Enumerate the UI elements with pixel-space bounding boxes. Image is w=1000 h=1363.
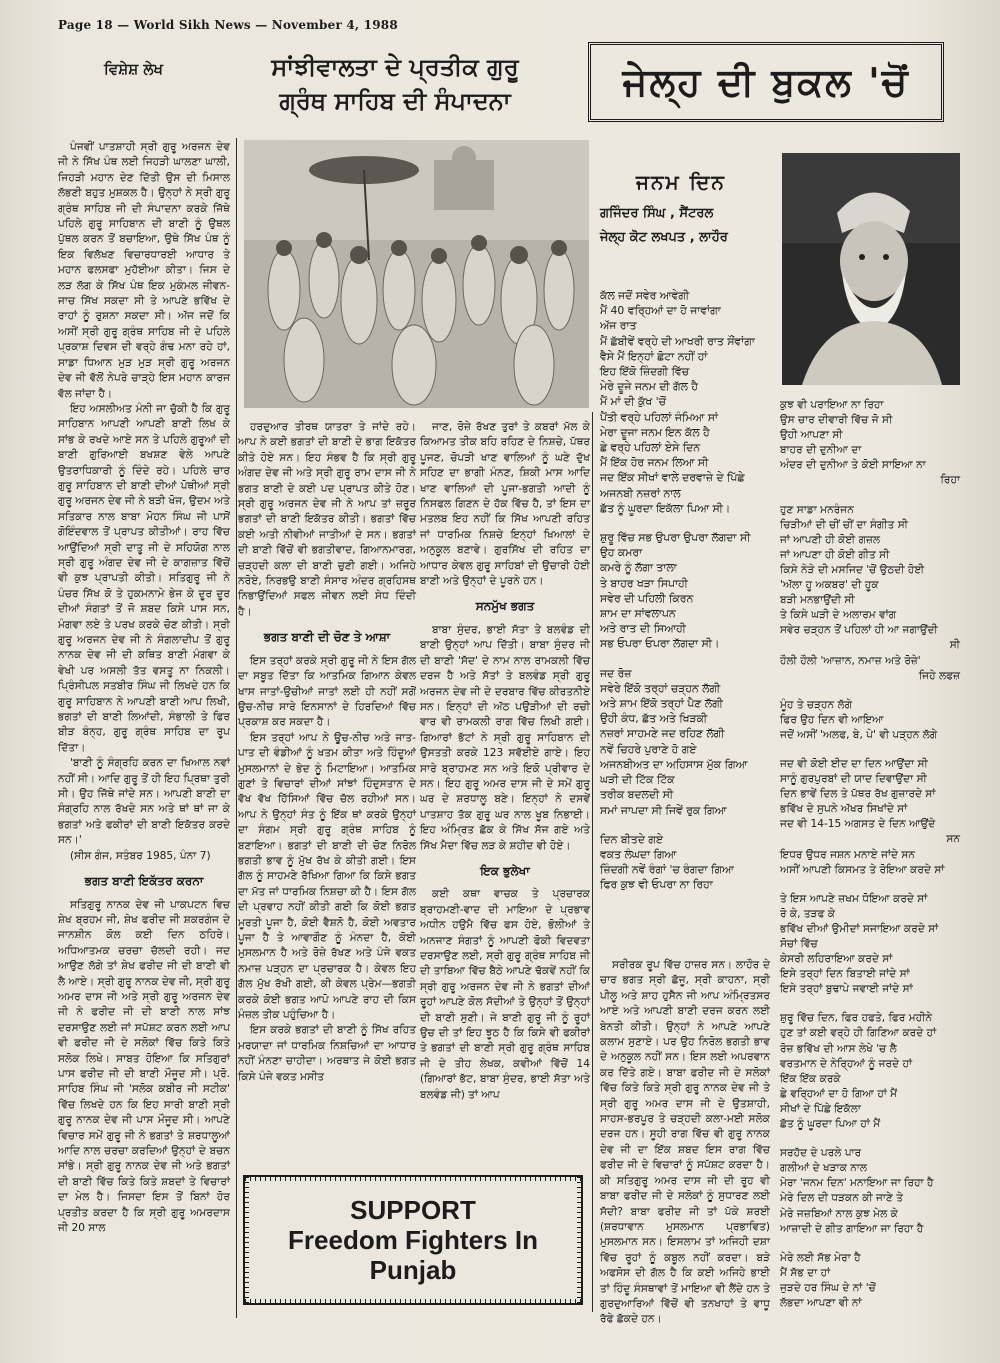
poem-line: ਭਵਿੱਖ ਦੇ ਸੁਪਨੇ ਅੱਖਰ ਸਿਖਾਂਦੇ ਸਾਂ xyxy=(780,803,908,816)
page-folio: Page 18 — World Sikh News — November 4, 1988 xyxy=(58,18,398,32)
advert-line-2: Freedom Fighters In xyxy=(288,1225,538,1255)
poem-line: ਮੂੰਹ ਤੇ ਚੜ੍ਹਨ ਲੱਗੇ xyxy=(780,698,853,711)
byline-line-1: ਗਜਿੰਦਰ ਸਿੰਘ , ਸੈਂਟਰਲ xyxy=(600,206,714,221)
poem-line: ਸਰਹੱਦ ਦੇ ਪਰਲੇ ਪਾਰ xyxy=(780,1147,862,1160)
poem-line: ਤੇ ਇਸ ਆਪਣੇ ਜ਼ਖਮ ਧੋਇਆ ਕਰਦੇ ਸਾਂ xyxy=(780,892,928,905)
poem-line: ਅੰਦਰ ਦੀ ਦੁਨੀਆ ਤੇ ਕੋਈ ਸਾਇਆ ਨਾ xyxy=(780,459,926,472)
poem-line: ਉਹੀ ਕੰਧ, ਛੱਤ ਅਤੇ ਖਿੜਕੀ xyxy=(600,712,708,726)
subheading: ਭਗਤ ਬਾਣੀ ਦੀ ਚੋਣ ਤੇ ਆਸ਼ਾ xyxy=(263,630,391,645)
author-portrait xyxy=(782,153,960,385)
procession-photo xyxy=(244,140,589,408)
poem-line: ਇਸੇ ਤਰ੍ਹਾਂ ਦਿਨ ਬਿਤਾਈ ਜਾਂਦੇ ਸਾਂ xyxy=(780,968,910,981)
paragraph: ਇਸ ਕਰਕੇ ਭਗਤਾਂ ਦੀ ਬਾਣੀ ਨੂੰ ਸਿੱਖ ਰਹਿਤ ਮਰਯਾਦਾ ਜਾਂ ਧਾਰਮਿਕ ਨਿਸ਼ਚਿਆਂ ਦਾ ਆਧਾਰ ਨਹੀਂ ਮੰਨਣਾ ਚਾਹੀਦਾ। ਅਰਥਾਤ ਜੇ ਕੋਈ ਭਗਤ ਕਿਸੇ ਪੰਜੇ ਵਕਤ ਮਸੀਤ xyxy=(238,1024,416,1083)
poem-line: ਛੇ ਵਰ੍ਹਿਆਂ ਦਾ ਹੋ ਗਿਆ ਹਾਂ ਮੈਂ xyxy=(780,1087,898,1100)
subheading: ਸਨਮੁੱਖ ਭਗਤ xyxy=(475,599,535,614)
poem-line: ਉਹੀ ਆਪਣਾ ਸੀ xyxy=(780,429,843,442)
poem-line: ਚਿੜੀਆਂ ਦੀ ਚੀਂ ਚੀਂ ਦਾ ਸੰਗੀਤ ਸੀ xyxy=(780,518,908,531)
poem-line: 'ਅੱਲਾ ਹੂ ਅਕਬਰ' ਦੀ ਹੂਕ xyxy=(780,579,879,592)
poem-line: ਸ਼ੁਰੂ ਵਿੱਚ ਦਿਨ, ਫਿਰ ਹਫਤੇ, ਫਿਰ ਮਹੀਨੇ xyxy=(780,1012,933,1025)
poem-line: ਕੁਝ ਵੀ ਪਰਾਇਆ ਨਾ ਰਿਹਾ xyxy=(780,399,884,411)
poem-line: ਜੁੜਦੇ ਹਰ ਸਿੰਘ ਦੇ ਨਾਂ 'ਚੋਂ xyxy=(780,1281,876,1294)
paragraph: ਇਸ ਤਰ੍ਹਾਂ ਕਰਕੇ ਸ੍ਰੀ ਗੁਰੂ ਜੀ ਨੇ ਇਸ ਗੱਲ ਦਾ ਸਬੂਤ ਦਿੱਤਾ ਕਿ ਆਤਮਿਕ ਗਿਆਨ ਕੇਵਲ ਖਾਸ ਜਾਤਾਂ-ਉਚੀਆਂ ਜਾਤਾਂ ਲਈ ਹੀ ਨਹੀਂ ਸਗੋਂ ਉਚ-ਨੀਚ ਸਾਰੇ ਇਨਸਾਨਾਂ ਦੇ ਹਿਰਦਿਆਂ ਵਿੱਚ ਪ੍ਰਕਾਸ਼ ਕਰ ਸਕਦਾ ਹੈ। xyxy=(238,654,416,729)
paragraph: ਸਰੀਰਕ ਰੂਪ ਵਿੱਚ ਹਾਜ਼ਰ ਸਨ। ਲਾਹੌਰ ਦੇ ਚਾਰ ਭਗਤ ਸ੍ਰੀ ਛੱਜੂ, ਸ੍ਰੀ ਕਾਹਨਾ, ਸ੍ਰੀ ਪੀਲੂ ਅਤੇ ਸ਼ਾਹ ਹੁਸੈਨ ਜੀ ਆਪ ਅੰਮ੍ਰਿਤਸਰ ਆਏ ਅਤੇ ਆਪਣੀ ਬਾਣੀ ਦਰਜ ਕਰਨ ਲਈ ਬੇਨਤੀ ਕੀਤੀ। ਉਨ੍ਹਾਂ ਨੇ ਆਪਣੇ ਆਪਣੇ ਕਲਾਮ ਸੁਣਾਏ। ਪਰ ਉਹ ਨਿਰੋਲ ਭਗਤੀ ਭਾਵ ਦੇ ਅਨੁਕੂਲ ਨਹੀਂ ਸਨ। ਇਸ ਲਈ ਅਪਰਵਾਨ ਕਰ ਦਿੱਤੇ ਗਏ। ਬਾਬਾ ਫਰੀਦ ਜੀ ਦੇ ਸਲੋਕਾਂ ਵਿੱਚ ਕਿਤੇ ਕਿਤੇ ਸ੍ਰੀ ਗੁਰੂ ਨਾਨਕ ਦੇਵ ਜੀ ਤੇ ਸ੍ਰੀ ਗੁਰੂ ਅਮਰ ਦਾਸ ਜੀ ਦੇ ਉਤਸ਼ਾਹੀ, ਸਾਹਸ-ਭਰਪੂਰ ਤੇ ਚੜ੍ਹਦੀ ਕਲਾ-ਮਈ ਸਲੋਕ ਦਰਜ ਹਨ। ਸੂਹੀ ਰਾਗ ਵਿੱਚ ਵੀ ਗੁਰੂ ਨਾਨਕ ਦੇਵ ਜੀ ਦਾ ਇੱਕ ਸ਼ਬਦ ਇਸ ਰਾਗ ਵਿੱਚ ਫਰੀਦ ਜੀ ਦੇ ਵਿਚਾਰਾਂ ਨੂੰ ਸਪੱਸ਼ਟ ਕਰਦਾ ਹੈ। ਕੀ ਸਤਿਗੁਰੂ ਅਮਰ ਦਾਸ ਜੀ ਦੀ ਰੂਹ ਵੀ ਬਾਬਾ ਫਰੀਦ ਜੀ ਦੇ ਸਲੋਕਾਂ ਨੂੰ ਸੁਧਾਰਣ ਲਈ ਸੱਦੀ? ਬਾਬਾ ਫਰੀਦ ਜੀ ਤਾਂ ਪੱਕੇ ਸ਼ਰਈ (ਸ਼ਰਧਾਵਾਨ ਮੁਸਲਮਾਨ ਪ੍ਰਭਾਵਿਤ) ਮੁਸਲਮਾਨ ਸਨ। ਇਸਲਾਮ ਤਾਂ ਅਜਿਹੀ ਦਸ਼ਾ ਵਿੱਚ ਰੂਹਾਂ ਨੂੰ ਕਬੂਲ ਨਹੀਂ ਕਰਦਾ। ਬੜੇ ਅਫਸੋਸ ਦੀ ਗੱਲ ਹੈ ਕਿ ਕਈ ਅਜਿਹੇ ਭਾਈ ਤਾਂ ਹਿੰਦੂ ਸੰਸਥਾਵਾਂ ਤੋਂ ਮਾਇਆ ਵੀ ਲੈਂਦੇ ਹਨ ਤੇ ਗੁਰਦੁਆਰਿਆਂ ਵਿੱਚੋਂ ਵੀ ਤਨਖਾਹਾਂ ਤੇ ਵਾਧੂ ਰੱਫੇ ਛੱਕਦੇ ਹਨ। xyxy=(600,959,770,1326)
column-rule xyxy=(236,138,237,1318)
poem-line: ਮੇਰੇ ਜਜ਼ਬਿਆਂ ਨਾਲ ਕੁਝ ਮੇਲ ਕੇ xyxy=(780,1207,898,1220)
poem-line: ਅਤੇ ਸ਼ਾਮ ਇੱਕੋ ਤਰ੍ਹਾਂ ਪੈਣ ਲੱਗੀ xyxy=(600,697,723,711)
stanza-gap xyxy=(780,1132,960,1146)
poem-line: ਵੈਸੇ ਮੈਂ ਇਨ੍ਹਾਂ ਛੋਟਾ ਨਹੀਂ ਹਾਂ xyxy=(600,349,708,363)
stanza-gap xyxy=(780,684,960,698)
column-header: ਜੇਲ੍ਹ ਦੀ ਬੁਕਲ 'ਚੋਂ xyxy=(588,42,944,122)
article-column-1 xyxy=(58,140,230,1236)
poem-line: ਸੋਚਾਂ ਵਿੱਚ xyxy=(780,938,818,950)
poem-line: ਪੈਂਤੀ ਵਰ੍ਹੇ ਪਹਿਲਾਂ ਜੰਮਿਆ ਸਾਂ xyxy=(600,410,718,424)
article-column-3 xyxy=(420,420,590,1103)
poem-line: ਨਵੇਂ ਚਿਹਰੇ ਪੁਰਾਣੇ ਹੋ ਗਏ xyxy=(600,742,697,756)
poem-line: ਸ਼ਾਮ ਦਾ ਸਾਂਵਲਾਪਨ xyxy=(600,607,676,621)
poem-line: ਕਿਸੇ ਨੇੜੇ ਦੀ ਮਸਜਿਦ 'ਚੋਂ ਉਠਦੀ ਹੋਈ xyxy=(780,563,925,576)
column-rule xyxy=(592,412,593,1312)
poem-line: ਮੈਂ 40 ਵਰ੍ਹਿਆਂ ਦਾ ਹੋ ਜਾਵਾਂਗਾ xyxy=(600,304,721,318)
poem-line: ਉਸ ਚਾਰ ਦੀਵਾਰੀ ਵਿੱਚ ਜੋ ਸੀ xyxy=(780,414,893,427)
procession-illustration xyxy=(244,140,589,408)
subheading: ਭਗਤ ਬਾਣੀ ਇਕੱਤਰ ਕਰਨਾ xyxy=(84,874,204,889)
poem-line: ਦਿਨ ਬੀਤਦੇ ਗਏ xyxy=(600,832,663,846)
poem-byline xyxy=(600,202,728,250)
poem-line: ਉਹ ਕਮਰਾ xyxy=(600,546,643,560)
poem-line: ਅਸੀਂ ਆਪਣੀ ਕਿਸਮਤ ਤੇ ਰੋਇਆ ਕਰਦੇ ਸਾਂ xyxy=(780,863,945,876)
poem-line: ਸਵੇਰ ਚੜ੍ਹਨ ਤੋਂ ਪਹਿਲਾਂ ਹੀ ਆ ਜਗਾਉਂਦੀ xyxy=(780,624,938,637)
poem-line: ਦਿਨ ਭਾਵੇਂ ਦਿਲ ਤੇ ਪੱਥਰ ਰੱਖ ਗੁਜ਼ਾਰਦੇ ਸਾਂ xyxy=(780,788,936,801)
article-column-2 xyxy=(238,420,416,1085)
poem-line: ਮੈਂ ਛੱਬੀਵੇਂ ਵਰ੍ਹੇ ਦੀ ਆਖਰੀ ਰਾਤ ਸੌਂਵਾਂਗਾ xyxy=(600,334,755,348)
poem-line: ਫਿਰ ਕੁਝ ਵੀ ਓਪਰਾ ਨਾ ਰਿਹਾ xyxy=(600,878,713,892)
paragraph: ਸਤਿਗੁਰੂ ਨਾਨਕ ਦੇਵ ਜੀ ਪਾਕਪਟਨ ਵਿਚ ਸ਼ੇਖ ਬ੍ਰਹਮ ਜੀ, ਸ਼ੇਖ ਫਰੀਦ ਜੀ ਸ਼ਕਰਗੰਜ ਦੇ ਜਾਨਸ਼ੀਨ ਕੋਲ ਕਈ ਦਿਨ ਠਹਿਰੇ। ਅਧਿਆਤਮਕ ਚਰਚਾ ਚੱਲਦੀ ਰਹੀ। ਜਦ ਆਉਣ ਲੱਗੇ ਤਾਂ ਸ਼ੇਖ ਫਰੀਦ ਜੀ ਦੀ ਬਾਣੀ ਵੀ ਲੈ ਆਏ। ਸ੍ਰੀ ਗੁਰੂ ਨਾਨਕ ਦੇਵ ਜੀ, ਸ੍ਰੀ ਗੁਰੂ ਅਮਰ ਦਾਸ ਜੀ ਅਤੇ ਸ੍ਰੀ ਗੁਰੂ ਅਰਜਨ ਦੇਵ ਜੀ ਨੇ ਫਰੀਦ ਜੀ ਦੀ ਬਾਣੀ ਨਾਲ ਸਾਂਝ ਦਰਸਾਉਣ ਲਈ ਜਾਂ ਸਪੱਸ਼ਟ ਕਰਨ ਲਈ ਆਪ ਵੀ ਫਰੀਦ ਜੀ ਦੇ ਸਲੋਕਾਂ ਵਿੱਚ ਕਿਤੇ ਕਿਤੇ ਸਲੋਕ ਲਿਖੇ। ਸਾਬਤ ਹੋਇਆ ਕਿ ਸਤਿਗੁਰਾਂ ਪਾਸ ਫਰੀਦ ਜੀ ਦੀ ਬਾਣੀ ਮੌਜੂਦ ਸੀ। ਪ੍ਰੋ. ਸਾਹਿਬ ਸਿੰਘ ਜੀ 'ਸਲੋਕ ਕਬੀਰ ਜੀ ਸਟੀਕ' ਵਿੱਚ ਲਿਖਦੇ ਹਨ ਕਿ ਇਹ ਸਾਰੀ ਬਾਣੀ ਸ੍ਰੀ ਗੁਰੂ ਨਾਨਕ ਦੇਵ ਜੀ ਪਾਸ ਮੌਜੂਦ ਸੀ। ਆਪਣੇ ਵਿਚਾਰ ਸਮੇਂ ਗੁਰੂ ਜੀ ਨੇ ਭਗਤਾਂ ਤੇ ਸ਼ਰਧਾਲੂਆਂ ਆਦਿ ਨਾਲ ਚਰਚਾ ਕਰਦਿਆਂ ਉਨ੍ਹਾਂ ਦੇ ਬਚਨ ਸਾਂਭੇ। ਸ੍ਰੀ ਗੁਰੂ ਨਾਨਕ ਦੇਵ ਜੀ ਅਤੇ ਭਗਤਾਂ ਦੀ ਬਾਣੀ ਵਿੱਚ ਕਿਤੇ ਕਿਤੇ ਸ਼ਬਦਾਂ ਤੇ ਵਿਚਾਰਾਂ ਦਾ ਮੇਲ ਹੈ। ਜਿਸਦਾ ਇਸ ਤੋਂ ਬਿਨਾਂ ਹੋਰ ਪ੍ਰਤੀਤ ਕਰਦਾ ਹੈ ਕਿ ਸ੍ਰੀ ਗੁਰੂ ਅਮਰਦਾਸ ਜੀ 20 ਸਾਲ xyxy=(58,898,230,1235)
poem-line: ਸੀ xyxy=(949,639,960,652)
article-kicker: ਵਿਸ਼ੇਸ਼ ਲੇਖ xyxy=(104,60,164,78)
poem-line: ਨਜ਼ਰਾਂ ਸਾਹਮਣੇ ਜਦ ਰਹਿਣ ਲੱਗੀ xyxy=(600,727,725,741)
poem-line: ਜ਼ਿੰਦਗੀ ਨਵੇਂ ਰੰਗਾਂ 'ਚ ਰੰਗਦਾ ਗਿਆ xyxy=(600,863,734,877)
poem-line: ਅਜਨਬੀ ਨਜ਼ਰਾਂ ਨਾਲ xyxy=(600,486,681,500)
stanza-gap xyxy=(780,878,960,892)
poem-line: ਸਾਨੂੰ ਗੁਰਪੁਰਬਾਂ ਦੀ ਯਾਦ ਦਿਵਾਉਂਦਾ ਸੀ xyxy=(780,773,927,786)
poem-line: ਜਦ ਵੀ ਕੋਈ ਈਦ ਦਾ ਦਿਨ ਆਉਂਦਾ ਸੀ xyxy=(780,757,928,770)
advert-line-1: SUPPORT xyxy=(350,1195,476,1225)
poem-line: ਇਧਰ ਉਧਰ ਜਸ਼ਨ ਮਨਾਏ ਜਾਂਦੇ ਸਨ xyxy=(780,848,916,861)
poem-line: ਜਦੋਂ ਅਸੀਂ 'ਅਲਫ, ਬੇ, ਪੇ' ਵੀ ਪੜ੍ਹਨ ਲੱਗੇ xyxy=(780,728,938,741)
poem-line: ਭਵਿੱਖ ਦੀਆਂ ਉਮੀਦਾਂ ਸਜਾਇਆ ਕਰਦੇ ਸਾਂ xyxy=(780,922,939,935)
stanza-gap xyxy=(780,489,960,503)
poem-line: ਘੜੀ ਦੀ ਟਿੱਕ ਟਿੱਕ xyxy=(600,773,675,787)
poem-line: ਮੇਰੇ ਲਈ ਸੱਭ ਮੇਰਾ ਹੈ xyxy=(780,1251,861,1264)
poem-line: ਕੱਲ ਜਦੋਂ ਸਵੇਰ ਆਵੇਗੀ xyxy=(600,289,690,302)
stanza-gap xyxy=(780,997,960,1011)
poem-line: ਰੋਜ਼ ਭਵਿੱਖ ਦੀ ਆਸ ਲੇਖੇ 'ਚ ਲੈ xyxy=(780,1042,897,1055)
poem-line: ਆਜ਼ਾਦੀ ਦੇ ਗੀਤ ਗਾਇਆ ਜਾ ਰਿਹਾ ਹੈ xyxy=(780,1222,924,1235)
poem-line: ਮੈਂ ਸੱਭ ਦਾ ਹਾਂ xyxy=(780,1266,831,1279)
paragraph: ਕਈ ਕਥਾ ਵਾਚਕ ਤੇ ਪ੍ਰਚਾਰਕ ਬ੍ਰਾਹਮਣੀ-ਵਾਦ ਦੀ ਮਾਇਆ ਦੇ ਪ੍ਰਭਾਵ ਅਧੀਨ ਹਉਮੈ ਵਿੱਚ ਫਸ ਹੋਏ, ਭੋਲੀਆਂ ਤੇ ਅਨਜਾਣ ਸੰਗਤਾਂ ਨੂੰ ਆਪਣੀ ਫੋਕੀ ਵਿਦਵਤਾ ਦਰਸਾਉਣ ਲਈ, ਸ੍ਰੀ ਗੁਰੂ ਗ੍ਰੰਥ ਸਾਹਿਬ ਜੀ ਦੀ ਤਾਬਿਆ ਵਿੱਚ ਬੈਠੇ ਆਪਣੇ ਢੱਕਵੇਂ ਨਹੀਂ ਕਿ ਸ੍ਰੀ ਗੁਰੂ ਅਰਜਨ ਦੇਵ ਜੀ ਨੇ ਭਗਤਾਂ ਦੀਆਂ ਰੂਹਾਂ ਆਪਣੇ ਕੋਲ ਸੱਦੀਆਂ ਤੇ ਉਨ੍ਹਾਂ ਤੋਂ ਉਨ੍ਹਾਂ ਦੀ ਬਾਣੀ ਸੁਣੀ। ਜੇ ਬਾਣੀ ਗੁਰੂ ਜੀ ਨੂੰ ਰੂਹਾਂ ਉਚ ਦੀ ਤਾਂ ਇਹ ਝੂਠ ਹੈ ਕਿ ਕਿਸੇ ਵੀ ਫਕੀਰਾਂ ਤੇ ਭਗਤਾਂ ਦੀ ਬਾਣੀ ਸ੍ਰੀ ਗੁਰੂ ਗ੍ਰੰਥ ਸਾਹਿਬ ਜੀ ਦੇ ਤੀਹ ਲੇਖਕ, ਕਵੀਆਂ ਵਿੱਚੋਂ 14 (ਗਿਆਰਾਂ ਭੱਟ, ਬਾਬਾ ਸੁੰਦਰ, ਭਾਈ ਸੱਤਾ ਅਤੇ ਬਲਵੰਡ ਜੀ) ਤਾਂ ਆਪ xyxy=(420,888,590,1101)
poem-line: ਹੁਣ ਤਾਂ ਕਈ ਵਰ੍ਹੇ ਹੀ ਗਿਣਿਆ ਕਰਦੇ ਹਾਂ xyxy=(780,1027,937,1040)
poem-line: ਹੁਣ ਸਾਡਾ ਮਨਰੰਜਨ xyxy=(780,503,854,516)
poem-line: ਗਲੀਆਂ ਦੇ ਖੜਾਕ ਨਾਲ xyxy=(780,1162,868,1175)
poem-line: ਮੈਂ ਇੱਕ ਹੋਰ ਜਨਮ ਲਿਆ ਸੀ xyxy=(600,456,709,470)
paragraph: ਇਸ ਤਰ੍ਹਾਂ ਆਪ ਨੇ ਊਚ-ਨੀਚ ਅਤੇ ਜਾਤ-ਪਾਤ ਦੀ ਵੰਡੀਆਂ ਨੂੰ ਖਤਮ ਕੀਤਾ ਅਤੇ ਹਿੰਦੂਆਂ ਮੁਸਲਮਾਨਾਂ ਦੇ ਭੇਦ ਨੂੰ ਮਿਟਾਇਆ। ਆਤਮਿਕ ਗੁਣਾਂ ਤੇ ਵਿਚਾਰਾਂ ਦੀਆਂ ਸਾਂਝਾਂ ਹਿੰਦੁਸਤਾਨ ਦੇ ਵੱਖ ਵੱਖ ਹਿੱਸਿਆਂ ਵਿੱਚ ਚੱਲ ਰਹੀਆਂ ਸਨ। ਆਪ ਨੇ ਉਨ੍ਹਾਂ ਸੰਤ ਨੂੰ ਇੱਕ ਥਾਂ ਕਰਕੇ ਉਨ੍ਹਾਂ ਦਾ ਸੰਗਮ ਸ੍ਰੀ ਗੁਰੂ ਗ੍ਰੰਥ ਸਾਹਿਬ ਨੂੰ ਬਣਾਇਆ। ਭਗਤਾਂ ਦੀ ਬਾਣੀ ਦੀ ਚੋਣ ਨਿਰੋਲ ਭਗਤੀ ਭਾਵ ਨੂੰ ਮੁੱਖ ਰੱਖ ਕੇ ਕੀਤੀ ਗਈ। ਇਸ ਗੱਲ ਨੂੰ ਸਾਹਮਣੇ ਰੱਖਿਆ ਗਿਆ ਕਿ ਕਿਸੇ ਭਗਤ ਦਾ ਮੱਤ ਜਾਂ ਧਾਰਮਿਕ ਨਿਸ਼ਚਾ ਕੀ ਹੈ। ਇਸ ਗੱਲ ਦੀ ਪ੍ਰਵਾਹ ਨਹੀਂ ਕੀਤੀ ਗਈ ਕਿ ਕੋਈ ਭਗਤ ਮੂਰਤੀ ਪੂਜਾ ਹੈ, ਕੋਈ ਵੈਸ਼ਨੋ ਹੈ, ਕੋਈ ਅਵਤਾਰ ਪੂਜਾ ਹੈ ਤੇ ਆਵਾਗੌਣ ਨੂੰ ਮੰਨਦਾ ਹੈ, ਕੋਈ ਮੁਸਲਮਾਨ ਹੈ ਅਤੇ ਰੋਜ਼ੇ ਰੱਖਣ ਅਤੇ ਪੰਜੇ ਵਕਤ ਨਮਾਜ਼ ਪੜ੍ਹਨ ਦਾ ਪ੍ਰਚਾਰਕ ਹੈ। ਕੇਵਲ ਇਹ ਗੱਲ ਮੁੱਖ ਰੱਖੀ ਗਈ, ਕੀ ਕੇਵਲ ਪ੍ਰੇਮ—ਭਗਤੀ ਕਰਕੇ ਕੋਈ ਭਗਤ ਆਪੋ ਆਪਣੇ ਰਾਹ ਦੀ ਕਿਸ ਮੰਜ਼ਲ ਤੀਕ ਪਹੁੰਚਿਆ ਹੈ। xyxy=(238,731,416,1022)
poem-line: ਜਾਂ ਆਪਣਾ ਹੀ ਕੋਈ ਗੀਤ ਸੀ xyxy=(780,548,890,561)
poem-line: ਬੜੀ ਮਨਭਾਉਂਦੀ ਸੀ xyxy=(780,594,855,607)
poem-line: ਸਵੇਰੇ ਇੱਕੋ ਤਰ੍ਹਾਂ ਚੜ੍ਹਨ ਲੱਗੀ xyxy=(600,681,721,695)
poem-title: ਜਨਮ ਦਿਨ xyxy=(636,170,726,194)
paragraph: ਬਾਬਾ ਸੁੰਦਰ, ਭਾਈ ਸੱਤਾ ਤੇ ਬਲਵੰਡ ਦੀ ਬਾਣੀ ਉਨ੍ਹਾਂ ਆਪ ਦਿੱਤੀ। ਬਾਬਾ ਸੁੰਦਰ ਜੀ ਦੀ ਬਾਣੀ 'ਸੱਦ' ਦੇ ਨਾਮ ਨਾਲ ਰਾਮਕਲੀ ਵਿੱਚ ਦਰਜ ਹੈ ਅਤੇ ਸੱਤਾਂ ਤੇ ਬਲਵੰਡ ਸ੍ਰੀ ਗੁਰੂ ਅਰਜਨ ਦੇਵ ਜੀ ਦੇ ਦਰਬਾਰ ਵਿੱਚ ਕੀਰਤਨੀਏ ਸਨ। ਇਨ੍ਹਾਂ ਦੀ ਅੱਠ ਪਉੜੀਆਂ ਦੀ ਰਚੀ ਵਾਰ ਵੀ ਰਾਮਕਲੀ ਰਾਗ ਵਿੱਚ ਲਿਖੀ ਗਈ। ਗਿਆਰਾਂ ਭੱਟਾਂ ਨੇ ਸ੍ਰੀ ਗੁਰੂ ਸਾਹਿਬਾਨ ਦੀ ਉਸਤਤੀ ਕਰਕੇ 123 ਸਵੱਈਏ ਗਾਏ। ਇਹ ਸਾਰੇ ਬ੍ਰਾਹਮਣ ਸਨ ਅਤੇ ਇਕੋ ਪ੍ਰੀਵਾਰ ਦੇ ਸਨ। ਇਹ ਗੁਰੂ ਅਮਰ ਦਾਸ ਜੀ ਦੇ ਸਮੇਂ ਗੁਰੂ ਘਰ ਦੇ ਸ਼ਰਧਾਲੂ ਬਣੇ। ਇਨ੍ਹਾਂ ਨੇ ਦਸਵੇਂ ਪਾਤਸ਼ਾਹ ਤੱਕ ਗੁਰੂ ਘਰ ਨਾਲ ਖੂਬ ਨਿਭਾਈ। ਇਹ ਅੰਮ੍ਰਿਤ ਛੱਕ ਕੇ ਸਿੱਖ ਸੱਜ ਗਏ ਅਤੇ ਸਿੱਖ ਮੈਦਾ ਵਿੱਚ ਲੜ ਕੇ ਸ਼ਹੀਦ ਵੀ ਹੋਏ। xyxy=(420,623,590,852)
poem-line: ਜਾਂ ਆਪਣੀ ਹੀ ਕੋਈ ਗਜ਼ਲ xyxy=(780,533,881,546)
poem-line: ਇਹ ਇੱਕੋ ਜ਼ਿੰਦਗੀ ਵਿੱਚ xyxy=(600,365,689,379)
paragraph: ਪੰਜਵੀਂ ਪਾਤਸ਼ਾਹੀ ਸ੍ਰੀ ਗੁਰੂ ਅਰਜਨ ਦੇਵ ਜੀ ਨੇ ਸਿੱਖ ਪੰਥ ਲਈ ਜਿਹੜੀ ਘਾਲਣਾ ਘਾਲੀ, ਜਿਹੜੀ ਮਹਾਨ ਦੇਣ ਦਿੱਤੀ ਉਸ ਦੀ ਮਿਸਾਲ ਲੱਭਣੀ ਬਹੁਤ ਮੁਸ਼ਕਲ ਹੈ। ਉਨ੍ਹਾਂ ਨੇ ਸ੍ਰੀ ਗੁਰੂ ਗ੍ਰੰਥ ਸਾਹਿਬ ਜੀ ਦੀ ਸੰਪਾਦਨਾ ਕਰਕੇ ਜਿੱਥੇ ਪਹਿਲੇ ਗੁਰੂ ਸਾਹਿਬਾਨ ਦੀ ਬਾਣੀ ਨੂੰ ਉਥਲ ਪੁੱਥਲ ਕਰਨ ਤੋਂ ਬਚਾਇਆ, ਉਥੇ ਸਿੱਖ ਪੰਥ ਨੂੰ ਇਕ ਵਿਲੱਖਣ ਵਿਚਾਰਧਾਰਈ ਆਧਾਰ ਤੇ ਮਹਾਨ ਫਲਸਫਾ ਮੁਹੱਈਆ ਕੀਤਾ। ਜਿਸ ਦੇ ਲੜ ਲੱਗ ਕੇ ਸਿੱਖ ਪੰਥ ਇਕ ਮੁਕੰਮਲ ਜੀਵਨ-ਜਾਚ ਸਿੱਖ ਸਕਦਾ ਸੀ ਤੇ ਆਪਣੇ ਭਵਿੱਖ ਦੇ ਰਾਹਾਂ ਨੂੰ ਰੁਸ਼ਨਾ ਸਕਦਾ ਸੀ। ਅੱਜ ਜਦੋਂ ਕਿ ਅਸੀਂ ਸ੍ਰੀ ਗੁਰੂ ਗ੍ਰੰਥ ਸਾਹਿਬ ਜੀ ਦੇ ਪਹਿਲੇ ਪ੍ਰਕਾਸ਼ ਦਿਵਸ ਦੀ ਵਰ੍ਹੇ ਗੰਢ ਮਨਾ ਰਹੇ ਹਾਂ, ਸਾਡਾ ਧਿਆਨ ਮੁੜ ਮੁੜ ਸ੍ਰੀ ਗੁਰੂ ਅਰਜਨ ਦੇਵ ਜੀ ਵੱਲੋਂ ਨੇਪਰੇ ਚਾੜ੍ਹੇ ਇਸ ਮਹਾਨ ਕਾਰਜ ਵੱਲ ਜਾਂਦਾ ਹੈ। xyxy=(58,141,230,400)
poem-line: ਰਿਹਾ xyxy=(940,474,960,487)
stanza-gap xyxy=(780,1237,960,1251)
poem-line: ਮੇਰੇ ਦੂਜੇ ਜਨਮ ਦੀ ਗੱਲ ਹੈ xyxy=(600,380,698,394)
poem-line: ਵਰਤਮਾਨ ਦੇ ਨੇਰ੍ਹਿਆਂ ਨੂੰ ਜਰਦੇ ਹਾਂ xyxy=(780,1057,913,1070)
poem-line: ਜਦ ਵੀ 14-15 ਅਗਸਤ ਦੇ ਦਿਨ ਆਉਂਦੇ xyxy=(780,818,936,831)
poem-line: ਵਕਤ ਲੰਘਦਾ ਗਿਆ xyxy=(600,847,677,861)
poem-line: ਅਜਨਬੀਅਤ ਦਾ ਅਹਿਸਾਸ ਮੁੱਕ ਗਿਆ xyxy=(600,757,748,771)
poem-line: ਤੇ ਬਾਹਰ ਖੜਾ ਸਿਪਾਹੀ xyxy=(600,576,688,590)
poem-column-1 xyxy=(600,288,778,893)
stanza-gap xyxy=(600,652,778,666)
poem-line: ਸਮਾਂ ਜਾਪਦਾ ਸੀ ਜਿਵੇਂ ਰੁਕ ਗਿਆ xyxy=(600,803,727,817)
poem-line: ਬਾਹਰ ਦੀ ਦੁਨੀਆ ਦਾ xyxy=(780,444,862,457)
poem-line: ਮੇਰਾ ਦੂਜਾ ਜਨਮ ਇਨ ਕੱਲ ਹੈ xyxy=(600,425,710,439)
poem-line: ਮੈਂ ਮਾਂ ਦੀ ਕੁੱਖ 'ਚੋਂ xyxy=(600,395,666,409)
poem-line: ਕੇਸਰੀ ਲਹਿਰਾਇਆ ਕਰਦੇ ਸਾਂ xyxy=(780,953,893,966)
subheading: ਇਕ ਭੁਲੇਖਾ xyxy=(480,863,530,878)
poem-line: ਕਮਰੇ ਨੂੰ ਲੱਗਾ ਤਾਲਾ xyxy=(600,561,677,575)
headline-line-1: ਸਾਂਝੀਵਾਲਤਾ ਦੇ ਪ੍ਰਤੀਕ ਗੁਰੂ xyxy=(271,53,519,81)
paragraph: ਜਾਣ, ਰੋਜ਼ੇ ਰੱਖਣ ਤੁਰਾਂ ਤੇ ਕਬਰਾਂ ਮੱਲ ਕੇ ਕਿਆਮਤ ਤੀਕ ਬਹਿ ਰਹਿਣ ਦੇ ਨਿਸ਼ਚੇ, ਪੱਥਰ ਪੂਜਣ, ਚੋਪੜੀ ਖਾਣ ਵਾਲਿਆਂ ਨੂੰ ਘਣੇ ਦੁੱਖ ਸਹਿਣ ਦਾ ਭਾਗੀ ਮੰਨਣ, ਸ਼ਿਕੀ ਮਾਸ ਆਦਿ ਖਾਣ ਵਾਲਿਆਂ ਦੀ ਪੂਜਾ-ਭਗਤੀ ਆਦੀ ਨੂੰ ਨਿਸਫਲ ਗਿਣਨ ਦੇ ਹੱਕ ਵਿੱਚ ਹੈ, ਤਾਂ ਇਸ ਦਾ ਮਤਲਬ ਇਹ ਨਹੀਂ ਕਿ ਸਿੱਖ ਆਪਣੀ ਰਹਿਤ ਜਾਂ ਧਾਰਮਿਕ ਨਿਸ਼ਚੇ ਇਨ੍ਹਾਂ ਖਿਆਲਾਂ ਦੇ ਅਨੁਕੂਲ ਬਣਾਵੇ। ਗੁਰਸਿੱਖ ਦੀ ਰਹਿਤ ਦਾ ਆਧਾਰ ਕੇਵਲ ਗੁਰੂ ਸਾਹਿਬਾਂ ਦੀ ਉਚਾਰੀ ਹੋਈ ਬਾਣੀ ਅਤੇ ਉਨ੍ਹਾਂ ਦੇ ਪੂਰਨੇ ਹਨ। xyxy=(420,421,590,588)
poem-line: ਮੇਰੇ ਦਿਲ ਦੀ ਧੜਕਨ ਕੀ ਜਾਣੇ ਤੇ xyxy=(780,1192,904,1205)
byline-line-2: ਜੇਲ੍ਹ ਕੋਟ ਲਖਪਤ , ਲਾਹੌਰ xyxy=(600,230,728,245)
poem-line: ਤੇ ਕਿਸੇ ਘੜੀ ਦੇ ਅਲਾਰਮ ਵਾਂਗ xyxy=(780,609,897,622)
stanza-gap xyxy=(600,516,778,530)
poem-column-2 xyxy=(780,398,960,1311)
poem-line: ਸਨ xyxy=(946,833,960,846)
article-column-4 xyxy=(600,958,770,1328)
poem-line: ਸਭ ਓਪਰਾ ਓਪਰਾ ਲੱਗਦਾ ਸੀ। xyxy=(600,637,720,651)
paragraph: ਹਰਦੁਆਰ ਤੀਰਥ ਯਾਤਰਾ ਤੇ ਜਾਂਦੇ ਰਹੇ। ਆਪ ਨੇ ਕਈ ਭਗਤਾਂ ਦੀ ਬਾਣੀ ਦੇ ਭਾਗ ਇਕੱਤਰ ਕੀਤੇ ਹੋਏ ਸਨ। ਇਹ ਸੰਭਵ ਹੈ ਕਿ ਸ੍ਰੀ ਗੁਰੂ ਅੰਗਦ ਦੇਵ ਜੀ ਅਤੇ ਸ੍ਰੀ ਗੁਰੂ ਰਾਮ ਦਾਸ ਜੀ ਨੇ ਭਗਤ ਬਾਣੀ ਦੇ ਕਈ ਪਦ ਪ੍ਰਾਪਤ ਕੀਤੇ ਹੋਣ। ਸ੍ਰੀ ਗੁਰੂ ਅਰਜਨ ਦੇਵ ਜੀ ਨੇ ਆਪ ਤਾਂ ਜ਼ਰੂਰ ਭਗਤਾਂ ਦੀ ਬਾਣੀ ਇਕੱਤਰ ਕੀਤੀ। ਭਗਤਾਂ ਵਿੱਚ ਕਈ ਅਤੀ ਨੀਵੀਆਂ ਜਾਤੀਆਂ ਦੇ ਸਨ। ਭਗਤਾਂ ਦੀ ਬਾਣੀ ਵਿੱਚੋਂ ਵੀ ਭਗਤੀਵਾਦ, ਗਿਆਨਮਾਰਗ, ਚੜ੍ਹਦੀ ਕਲਾ ਦੀ ਬਾਣੀ ਚੁਣੀ ਗਈ। ਅਜਿਹੇ ਨਰੋਏ, ਨਿਰਭਉ ਬਾਣੀ ਸੰਸਾਰ ਅੰਦਰ ਗ੍ਰਹਿਸਥ ਨਿਭਾਉਂਦਿਆਂ ਸਫਲ ਜੀਵਨ ਲਈ ਸੇਧ ਦਿੰਦੀ ਹੈ। xyxy=(238,421,416,618)
advert-line-3: Punjab xyxy=(369,1255,457,1285)
poem-line: ਛੱਤ ਨੂੰ ਘੂਰਦਾ ਪਿਆ ਹਾਂ ਮੈਂ xyxy=(780,1118,881,1131)
poem-line: ਤਰੀਕ ਬਦਲਦੀ ਸੀ xyxy=(600,788,674,802)
poem-line: ਜਦ ਰੋਜ਼ xyxy=(600,666,632,680)
poem-line: ਸਵੇਰ ਦੀ ਪਹਿਲੀ ਕਿਰਨ xyxy=(600,591,694,605)
portrait-illustration xyxy=(782,153,960,385)
stanza-gap xyxy=(600,818,778,832)
article-headline xyxy=(205,50,585,118)
paragraph: ਇਹ ਅਸਲੀਅਤ ਮੰਨੀ ਜਾ ਚੁੱਕੀ ਹੈ ਕਿ ਗੁਰੂ ਸਾਹਿਬਾਨ ਆਪਣੀ ਆਪਣੀ ਬਾਣੀ ਲਿਖ ਕੇ ਸਾਂਭ ਕੇ ਰਖਦੇ ਆਏ ਸਨ ਤੇ ਪਹਿਲੇ ਗੁਰੂਆਂ ਦੀ ਬਾਣੀ ਗੁਰਿਆਈ ਬਖਸ਼ਣ ਵੇਲੇ ਆਪਣੇ ਉਤਰਾਧਿਕਾਰੀ ਨੂੰ ਦਿੰਦੇ ਰਹੇ। ਪਹਿਲੇ ਚਾਰ ਗੁਰੂ ਸਾਹਿਬਾਨ ਦੀ ਬਾਣੀ ਦੀਆਂ ਪੋਥੀਆਂ ਸ੍ਰੀ ਗੁਰੂ ਅਰਜਨ ਦੇਵ ਜੀ ਨੇ ਬੜੀ ਖੋਜ, ਉਦਮ ਅਤੇ ਸਤਿਕਾਰ ਨਾਲ ਬਾਬਾ ਮੋਹਨ ਸਿੰਘ ਜੀ ਪਾਸੋਂ ਗੋਇੰਦਵਾਲ ਤੋਂ ਪ੍ਰਾਪਤ ਕੀਤੀਆਂ। ਰਾਹ ਵਿੱਚ ਆਉਂਦਿਆਂ ਸ੍ਰੀ ਦਾਤੂ ਜੀ ਦੇ ਸਹਿਯੋਗ ਨਾਲ ਸ੍ਰੀ ਗੁਰੂ ਅੰਗਦ ਦੇਵ ਜੀ ਦੇ ਕਾਗਜ਼ਾਤ ਵਿੱਚੋਂ ਵੀ ਕੁਝ ਪ੍ਰਾਪਤੀ ਕੀਤੀ। ਸਤਿਗੁਰੂ ਜੀ ਨੇ ਪੰਚਰ ਸਿੱਖ ਕੋ ਤੇ ਹੁਕਮਨਾਮੇ ਭੇਜ ਕੇ ਦੂਰ ਦੂਰ ਦੀਆਂ ਸੰਗਤਾਂ ਤੋਂ ਜੋ ਸ਼ਬਦ ਕਿਸੇ ਪਾਸ ਸਨ, ਮੰਗਵਾ ਲਏ ਤੇ ਪਰਖ ਕਰਕੇ ਚੋਣ ਕੀਤੀ। ਸ੍ਰੀ ਗੁਰੂ ਅਰਜਨ ਦੇਵ ਜੀ ਨੇ ਸੰਗਲਾਦੀਪ ਤੋਂ ਗੁਰੂ ਨਾਨਕ ਦੇਵ ਜੀ ਦੀ ਕਥਿਤ ਬਾਣੀ ਮੰਗਵਾ ਕੇ ਵੇਖੀ ਪਰ ਅਸਲੀ ਤੱਤ ਵਸਤੂ ਨਾ ਨਿਕਲੀ। ਪ੍ਰਿੰਸੀਪਲ ਸਤਬੀਰ ਸਿੰਘ ਜੀ ਲਿਖਦੇ ਹਨ ਕਿ ਗੁਰੂ ਸਾਹਿਬਾਨ ਨੇ ਆਪਣੀ ਬਾਣੀ ਆਪ ਲਿਖੀ, ਭਗਤਾਂ ਦੀ ਬਾਣੀ ਲਿਆਂਦੀ, ਸੰਭਾਲੀ ਤੇ ਫਿਰ ਬੀੜ ਬੰਨ੍ਹ, ਗੁਰੂ ਗ੍ਰੰਥ ਸਾਹਿਬ ਦਾ ਰੂਪ ਦਿੱਤਾ। xyxy=(58,402,230,754)
citation: (ਸੀਸ ਗੰਜ, ਸਤੰਬਰ 1985, ਪੰਨਾ 7) xyxy=(70,849,211,862)
stanza-gap xyxy=(780,743,960,757)
poem-line: ਜਿਹੇ ਲਫਜ਼ xyxy=(918,669,960,682)
poem-line: ਇਸੇ ਤਰ੍ਹਾਂ ਬੁਢਾਪੇ ਜਵਾਈ ਜਾਂਦੇ ਸਾਂ xyxy=(780,983,913,996)
poem-line: ਫਿਰ ਉਹ ਦਿਨ ਵੀ ਆਇਆ xyxy=(780,713,884,726)
headline-line-2: ਗ੍ਰੰਥ ਸਾਹਿਬ ਦੀ ਸੰਪਾਦਨਾ xyxy=(279,87,511,115)
poem-line: ਸ਼ੁਰੂ ਵਿੱਚ ਸਭ ਉਪਰਾ ਉਪਰਾ ਲੱਗਦਾ ਸੀ xyxy=(600,531,751,545)
poem-line: ਛੱਤ ਨੂੰ ਘੂਰਦਾ ਇਕੱਲਾ ਪਿਆ ਸੀ। xyxy=(600,501,731,515)
poem-line: ਮੇਰਾ 'ਜਨਮ ਦਿਨ' ਮਨਾਇਆ ਜਾ ਰਿਹਾ ਹੈ xyxy=(780,1177,934,1190)
poem-line: ਰੋ ਕੇ, ਤੜਫ ਕੇ xyxy=(780,907,836,920)
support-advert xyxy=(243,1175,583,1305)
poem-line: ਅੱਜ ਰਾਤ xyxy=(600,319,637,333)
poem-line: ਅਤੇ ਰਾਤ ਦੀ ਸਿਆਹੀ xyxy=(600,622,686,636)
poem-line: ਹੌਲੀ ਹੌਲੀ 'ਆਜ਼ਾਨ, ਨਮਾਜ਼ ਅਤੇ ਰੋਜ਼ੇ' xyxy=(780,654,921,667)
poem-line: ਜਦ ਇੱਕ ਸੀਖਾਂ ਵਾਲੇ ਦਰਵਾਜ਼ੇ ਦੇ ਪਿੱਛੇ xyxy=(600,471,745,485)
paragraph: 'ਬਾਣੀ ਨੂੰ ਸੰਗ੍ਰਹਿ ਕਰਨ ਦਾ ਖਿਆਲ ਨਵਾਂ ਨਹੀਂ ਸੀ। ਆਦਿ ਗੁਰੂ ਤੋਂ ਹੀ ਇਹ ਪ੍ਰਿਥਾ ਤੁਰੀ ਸੀ। ਉਹ ਜਿੱਥੇ ਜਾਂਦੇ ਸਨ। ਆਪਣੀ ਬਾਣੀ ਦਾ ਸੰਗ੍ਰਹਿ ਨਾਲ ਰੱਖਦੇ ਸਨ ਅਤੇ ਥਾਂ ਥਾਂ ਜਾ ਕੇ ਭਗਤਾਂ ਅਤੇ ਫਕੀਰਾਂ ਦੀ ਬਾਣੀ ਇਕੱਤਰ ਕਰਦੇ ਸਨ।' xyxy=(58,757,230,847)
poem-line: ਇੱਕ ਇੱਕ ਕਰਕੇ xyxy=(780,1072,841,1085)
poem-line: ਛੇ ਵਰ੍ਹੇ ਪਹਿਲਾਂ ਏਸੇ ਦਿਨ xyxy=(600,441,701,455)
poem-line: ਲੱਭਦਾ ਆਪਣਾ ਵੀ ਨਾਂ xyxy=(780,1296,862,1309)
poem-line: ਸੀਖਾਂ ਦੇ ਪਿੱਛੇ ਇਕੱਲਾ xyxy=(780,1102,861,1115)
